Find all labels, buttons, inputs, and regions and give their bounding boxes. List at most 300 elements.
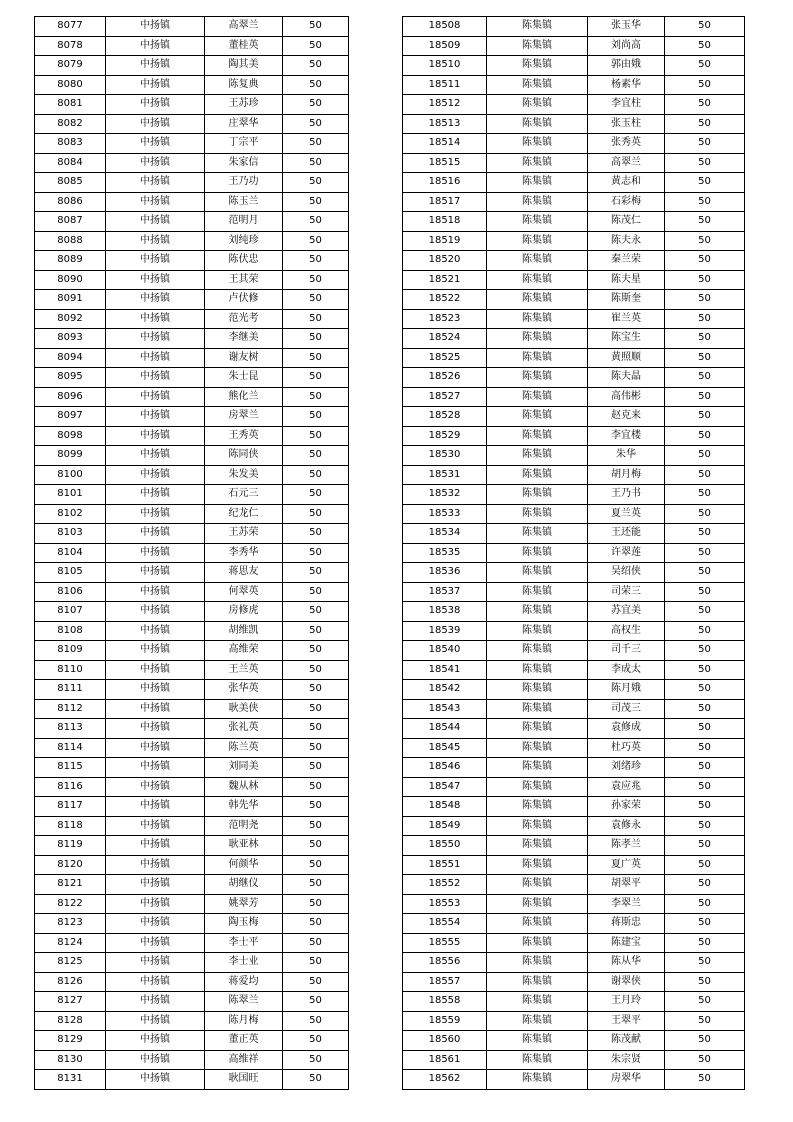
amount-cell: 50 — [283, 914, 349, 934]
table-row — [403, 446, 745, 466]
amount-cell: 50 — [283, 36, 349, 56]
table-row — [35, 797, 349, 817]
town-cell: 陈集镇 — [487, 758, 588, 778]
amount-cell: 50 — [283, 875, 349, 895]
town-cell: 中扬镇 — [106, 992, 205, 1012]
amount-cell: 50 — [665, 777, 745, 797]
amount-cell: 50 — [665, 36, 745, 56]
id-cell: 18559 — [403, 1011, 487, 1031]
amount-cell: 50 — [283, 758, 349, 778]
town-cell: 中扬镇 — [106, 212, 205, 232]
id-cell: 18551 — [403, 855, 487, 875]
amount-cell: 50 — [283, 270, 349, 290]
town-cell: 中扬镇 — [106, 173, 205, 193]
name-cell: 范明月 — [205, 212, 283, 232]
town-cell: 陈集镇 — [487, 914, 588, 934]
amount-cell: 50 — [665, 75, 745, 95]
table-row — [403, 251, 745, 271]
id-cell: 18528 — [403, 407, 487, 427]
amount-cell: 50 — [665, 933, 745, 953]
id-cell: 18561 — [403, 1050, 487, 1070]
name-cell: 蒋斯忠 — [588, 914, 665, 934]
name-cell: 陈夫星 — [588, 270, 665, 290]
name-cell: 王翠平 — [588, 1011, 665, 1031]
amount-cell: 50 — [283, 933, 349, 953]
id-cell: 18553 — [403, 894, 487, 914]
id-cell: 18533 — [403, 504, 487, 524]
town-cell: 陈集镇 — [487, 36, 588, 56]
table-row — [403, 855, 745, 875]
table-row — [403, 1070, 745, 1090]
table-row — [403, 621, 745, 641]
name-cell: 司千三 — [588, 641, 665, 661]
amount-cell: 50 — [665, 56, 745, 76]
id-cell: 8095 — [35, 368, 106, 388]
amount-cell: 50 — [283, 212, 349, 232]
name-cell: 黄志和 — [588, 173, 665, 193]
table-row — [35, 992, 349, 1012]
name-cell: 陈玉兰 — [205, 192, 283, 212]
amount-cell: 50 — [665, 153, 745, 173]
town-cell: 陈集镇 — [487, 290, 588, 310]
name-cell: 房修虎 — [205, 602, 283, 622]
amount-cell: 50 — [665, 699, 745, 719]
id-cell: 18526 — [403, 368, 487, 388]
amount-cell: 50 — [283, 348, 349, 368]
town-cell: 陈集镇 — [487, 543, 588, 563]
amount-cell: 50 — [283, 329, 349, 349]
table-row — [35, 465, 349, 485]
table-row — [403, 485, 745, 505]
amount-cell: 50 — [665, 758, 745, 778]
amount-cell: 50 — [283, 446, 349, 466]
town-cell: 中扬镇 — [106, 972, 205, 992]
town-cell: 中扬镇 — [106, 1070, 205, 1090]
town-cell: 中扬镇 — [106, 75, 205, 95]
town-cell: 陈集镇 — [487, 1031, 588, 1051]
table-row — [403, 699, 745, 719]
town-cell: 中扬镇 — [106, 563, 205, 583]
town-cell: 陈集镇 — [487, 95, 588, 115]
table-row — [35, 758, 349, 778]
id-cell: 18538 — [403, 602, 487, 622]
table-row — [35, 212, 349, 232]
id-cell: 18521 — [403, 270, 487, 290]
amount-cell: 50 — [283, 602, 349, 622]
name-cell: 吴绍侠 — [588, 563, 665, 583]
name-cell: 李翠兰 — [588, 894, 665, 914]
table-row — [403, 231, 745, 251]
amount-cell: 50 — [283, 660, 349, 680]
name-cell: 许翠莲 — [588, 543, 665, 563]
town-cell: 陈集镇 — [487, 1011, 588, 1031]
name-cell: 司荣三 — [588, 582, 665, 602]
name-cell: 卢伏修 — [205, 290, 283, 310]
id-cell: 18529 — [403, 426, 487, 446]
table-row — [35, 719, 349, 739]
town-cell: 陈集镇 — [487, 933, 588, 953]
amount-cell: 50 — [665, 348, 745, 368]
town-cell: 陈集镇 — [487, 329, 588, 349]
table-row — [403, 563, 745, 583]
town-cell: 中扬镇 — [106, 1050, 205, 1070]
table-row — [35, 270, 349, 290]
town-cell: 中扬镇 — [106, 894, 205, 914]
town-cell: 中扬镇 — [106, 387, 205, 407]
amount-cell: 50 — [665, 212, 745, 232]
table-row — [35, 1031, 349, 1051]
table-row — [35, 134, 349, 154]
name-cell: 王还能 — [588, 524, 665, 544]
table-row — [35, 894, 349, 914]
table-row — [403, 17, 745, 37]
table-row — [403, 582, 745, 602]
table-row — [403, 777, 745, 797]
table-row — [403, 1031, 745, 1051]
table-row — [35, 1011, 349, 1031]
town-cell: 陈集镇 — [487, 641, 588, 661]
amount-cell: 50 — [665, 914, 745, 934]
name-cell: 胡月梅 — [588, 465, 665, 485]
town-cell: 陈集镇 — [487, 797, 588, 817]
id-cell: 18542 — [403, 680, 487, 700]
town-cell: 中扬镇 — [106, 153, 205, 173]
table-row — [403, 875, 745, 895]
name-cell: 石彩梅 — [588, 192, 665, 212]
name-cell: 姚翠芳 — [205, 894, 283, 914]
table-row — [35, 36, 349, 56]
id-cell: 18548 — [403, 797, 487, 817]
amount-cell: 50 — [283, 582, 349, 602]
id-cell: 8115 — [35, 758, 106, 778]
table-row — [35, 114, 349, 134]
amount-cell: 50 — [283, 641, 349, 661]
name-cell: 陈从华 — [588, 953, 665, 973]
amount-cell: 50 — [665, 309, 745, 329]
id-cell: 8084 — [35, 153, 106, 173]
town-cell: 中扬镇 — [106, 192, 205, 212]
amount-cell: 50 — [665, 270, 745, 290]
town-cell: 陈集镇 — [487, 426, 588, 446]
table-row — [403, 212, 745, 232]
id-cell: 18552 — [403, 875, 487, 895]
table-row — [403, 75, 745, 95]
name-cell: 王乃功 — [205, 173, 283, 193]
table-row — [35, 953, 349, 973]
town-cell: 陈集镇 — [487, 738, 588, 758]
town-cell: 陈集镇 — [487, 992, 588, 1012]
amount-cell: 50 — [283, 231, 349, 251]
amount-cell: 50 — [283, 992, 349, 1012]
table-row — [403, 738, 745, 758]
name-cell: 李宜柱 — [588, 95, 665, 115]
id-cell: 18554 — [403, 914, 487, 934]
town-cell: 中扬镇 — [106, 485, 205, 505]
table-row — [403, 329, 745, 349]
amount-cell: 50 — [283, 953, 349, 973]
amount-cell: 50 — [283, 543, 349, 563]
name-cell: 李秀华 — [205, 543, 283, 563]
name-cell: 王乃书 — [588, 485, 665, 505]
name-cell: 李成太 — [588, 660, 665, 680]
id-cell: 8130 — [35, 1050, 106, 1070]
amount-cell: 50 — [283, 114, 349, 134]
amount-cell: 50 — [283, 1031, 349, 1051]
table-row — [35, 602, 349, 622]
name-cell: 刘尚高 — [588, 36, 665, 56]
amount-cell: 50 — [665, 251, 745, 271]
table-row — [35, 699, 349, 719]
town-cell: 中扬镇 — [106, 407, 205, 427]
name-cell: 胡翠平 — [588, 875, 665, 895]
name-cell: 石元三 — [205, 485, 283, 505]
id-cell: 8125 — [35, 953, 106, 973]
amount-cell: 50 — [665, 953, 745, 973]
amount-cell: 50 — [283, 836, 349, 856]
table-row — [403, 192, 745, 212]
table-row — [403, 953, 745, 973]
id-cell: 18547 — [403, 777, 487, 797]
name-cell: 陈夫永 — [588, 231, 665, 251]
id-cell: 8099 — [35, 446, 106, 466]
table-row — [403, 914, 745, 934]
id-cell: 8109 — [35, 641, 106, 661]
amount-cell: 50 — [665, 563, 745, 583]
id-cell: 8123 — [35, 914, 106, 934]
town-cell: 陈集镇 — [487, 621, 588, 641]
id-cell: 18539 — [403, 621, 487, 641]
name-cell: 朱家信 — [205, 153, 283, 173]
town-cell: 中扬镇 — [106, 368, 205, 388]
name-cell: 夏兰英 — [588, 504, 665, 524]
town-cell: 中扬镇 — [106, 777, 205, 797]
table-row — [35, 621, 349, 641]
id-cell: 8094 — [35, 348, 106, 368]
name-cell: 张华英 — [205, 680, 283, 700]
town-cell: 中扬镇 — [106, 426, 205, 446]
id-cell: 18518 — [403, 212, 487, 232]
id-cell: 18509 — [403, 36, 487, 56]
table-row — [403, 524, 745, 544]
table-row — [403, 173, 745, 193]
id-cell: 18544 — [403, 719, 487, 739]
table-row — [35, 348, 349, 368]
id-cell: 18519 — [403, 231, 487, 251]
name-cell: 陶其美 — [205, 56, 283, 76]
table-row — [35, 309, 349, 329]
table-row — [403, 368, 745, 388]
table-row — [35, 777, 349, 797]
table-row — [35, 231, 349, 251]
town-cell: 中扬镇 — [106, 660, 205, 680]
id-cell: 8077 — [35, 17, 106, 37]
table-row — [35, 17, 349, 37]
table-row — [403, 660, 745, 680]
table-row — [403, 602, 745, 622]
name-cell: 高权生 — [588, 621, 665, 641]
id-cell: 8120 — [35, 855, 106, 875]
name-cell: 王其荣 — [205, 270, 283, 290]
name-cell: 李宜楼 — [588, 426, 665, 446]
id-cell: 8091 — [35, 290, 106, 310]
amount-cell: 50 — [283, 699, 349, 719]
name-cell: 孙家荣 — [588, 797, 665, 817]
town-cell: 陈集镇 — [487, 836, 588, 856]
amount-cell: 50 — [665, 582, 745, 602]
name-cell: 袁应兆 — [588, 777, 665, 797]
amount-cell: 50 — [665, 992, 745, 1012]
amount-cell: 50 — [283, 290, 349, 310]
amount-cell: 50 — [283, 1011, 349, 1031]
town-cell: 中扬镇 — [106, 251, 205, 271]
town-cell: 中扬镇 — [106, 914, 205, 934]
id-cell: 8124 — [35, 933, 106, 953]
amount-cell: 50 — [283, 426, 349, 446]
amount-cell: 50 — [283, 1050, 349, 1070]
name-cell: 魏从林 — [205, 777, 283, 797]
amount-cell: 50 — [665, 719, 745, 739]
amount-cell: 50 — [283, 485, 349, 505]
amount-cell: 50 — [665, 387, 745, 407]
amount-cell: 50 — [283, 387, 349, 407]
town-cell: 陈集镇 — [487, 212, 588, 232]
town-cell: 中扬镇 — [106, 1031, 205, 1051]
amount-cell: 50 — [665, 95, 745, 115]
id-cell: 18562 — [403, 1070, 487, 1090]
table-row — [35, 95, 349, 115]
town-cell: 陈集镇 — [487, 75, 588, 95]
table-row — [403, 56, 745, 76]
town-cell: 陈集镇 — [487, 114, 588, 134]
id-cell: 8090 — [35, 270, 106, 290]
table-row — [403, 465, 745, 485]
id-cell: 8093 — [35, 329, 106, 349]
id-cell: 8104 — [35, 543, 106, 563]
town-cell: 陈集镇 — [487, 368, 588, 388]
amount-cell: 50 — [283, 504, 349, 524]
name-cell: 庄翠华 — [205, 114, 283, 134]
name-cell: 陈伏忠 — [205, 251, 283, 271]
town-cell: 中扬镇 — [106, 680, 205, 700]
amount-cell: 50 — [283, 153, 349, 173]
amount-cell: 50 — [665, 641, 745, 661]
amount-cell: 50 — [665, 465, 745, 485]
name-cell: 李继美 — [205, 329, 283, 349]
id-cell: 8101 — [35, 485, 106, 505]
table-row — [35, 914, 349, 934]
table-row — [35, 933, 349, 953]
town-cell: 陈集镇 — [487, 17, 588, 37]
id-cell: 18516 — [403, 173, 487, 193]
id-cell: 18532 — [403, 485, 487, 505]
id-cell: 8117 — [35, 797, 106, 817]
name-cell: 苏宜美 — [588, 602, 665, 622]
town-cell: 陈集镇 — [487, 524, 588, 544]
table-row — [403, 972, 745, 992]
id-cell: 18540 — [403, 641, 487, 661]
name-cell: 刘同美 — [205, 758, 283, 778]
id-cell: 8110 — [35, 660, 106, 680]
amount-cell: 50 — [665, 543, 745, 563]
table-row — [403, 758, 745, 778]
amount-cell: 50 — [665, 836, 745, 856]
id-cell: 8080 — [35, 75, 106, 95]
town-cell: 中扬镇 — [106, 719, 205, 739]
table-row — [35, 563, 349, 583]
town-cell: 中扬镇 — [106, 309, 205, 329]
id-cell: 8078 — [35, 36, 106, 56]
name-cell: 张玉华 — [588, 17, 665, 37]
town-cell: 中扬镇 — [106, 855, 205, 875]
town-cell: 中扬镇 — [106, 290, 205, 310]
town-cell: 中扬镇 — [106, 621, 205, 641]
amount-cell: 50 — [283, 855, 349, 875]
town-cell: 中扬镇 — [106, 836, 205, 856]
table-row — [403, 680, 745, 700]
id-cell: 8119 — [35, 836, 106, 856]
id-cell: 18560 — [403, 1031, 487, 1051]
table-row — [35, 816, 349, 836]
amount-cell: 50 — [283, 95, 349, 115]
name-cell: 王兰英 — [205, 660, 283, 680]
name-cell: 韩先华 — [205, 797, 283, 817]
amount-cell: 50 — [665, 621, 745, 641]
amount-cell: 50 — [283, 816, 349, 836]
table-row — [403, 426, 745, 446]
amount-cell: 50 — [283, 563, 349, 583]
id-cell: 18527 — [403, 387, 487, 407]
id-cell: 8097 — [35, 407, 106, 427]
town-cell: 陈集镇 — [487, 173, 588, 193]
id-cell: 8107 — [35, 602, 106, 622]
town-cell: 中扬镇 — [106, 699, 205, 719]
name-cell: 范光考 — [205, 309, 283, 329]
name-cell: 陈夫晶 — [588, 368, 665, 388]
table-row — [35, 660, 349, 680]
amount-cell: 50 — [665, 504, 745, 524]
id-cell: 8118 — [35, 816, 106, 836]
name-cell: 胡维凯 — [205, 621, 283, 641]
id-cell: 18520 — [403, 251, 487, 271]
id-cell: 18512 — [403, 95, 487, 115]
name-cell: 高维荣 — [205, 641, 283, 661]
name-cell: 房翠华 — [588, 1070, 665, 1090]
amount-cell: 50 — [283, 192, 349, 212]
name-cell: 王苏珍 — [205, 95, 283, 115]
table-row — [35, 368, 349, 388]
amount-cell: 50 — [665, 426, 745, 446]
id-cell: 18555 — [403, 933, 487, 953]
amount-cell: 50 — [283, 738, 349, 758]
table-row — [35, 446, 349, 466]
town-cell: 陈集镇 — [487, 465, 588, 485]
name-cell: 何颜华 — [205, 855, 283, 875]
name-cell: 陈翠兰 — [205, 992, 283, 1012]
town-cell: 中扬镇 — [106, 1011, 205, 1031]
id-cell: 18558 — [403, 992, 487, 1012]
town-cell: 陈集镇 — [487, 855, 588, 875]
table-row — [35, 855, 349, 875]
name-cell: 耿亚林 — [205, 836, 283, 856]
name-cell: 朱宗贤 — [588, 1050, 665, 1070]
name-cell: 刘绪珍 — [588, 758, 665, 778]
id-cell: 18515 — [403, 153, 487, 173]
town-cell: 陈集镇 — [487, 563, 588, 583]
table-row — [403, 719, 745, 739]
town-cell: 陈集镇 — [487, 1070, 588, 1090]
amount-cell: 50 — [665, 1031, 745, 1051]
town-cell: 陈集镇 — [487, 504, 588, 524]
